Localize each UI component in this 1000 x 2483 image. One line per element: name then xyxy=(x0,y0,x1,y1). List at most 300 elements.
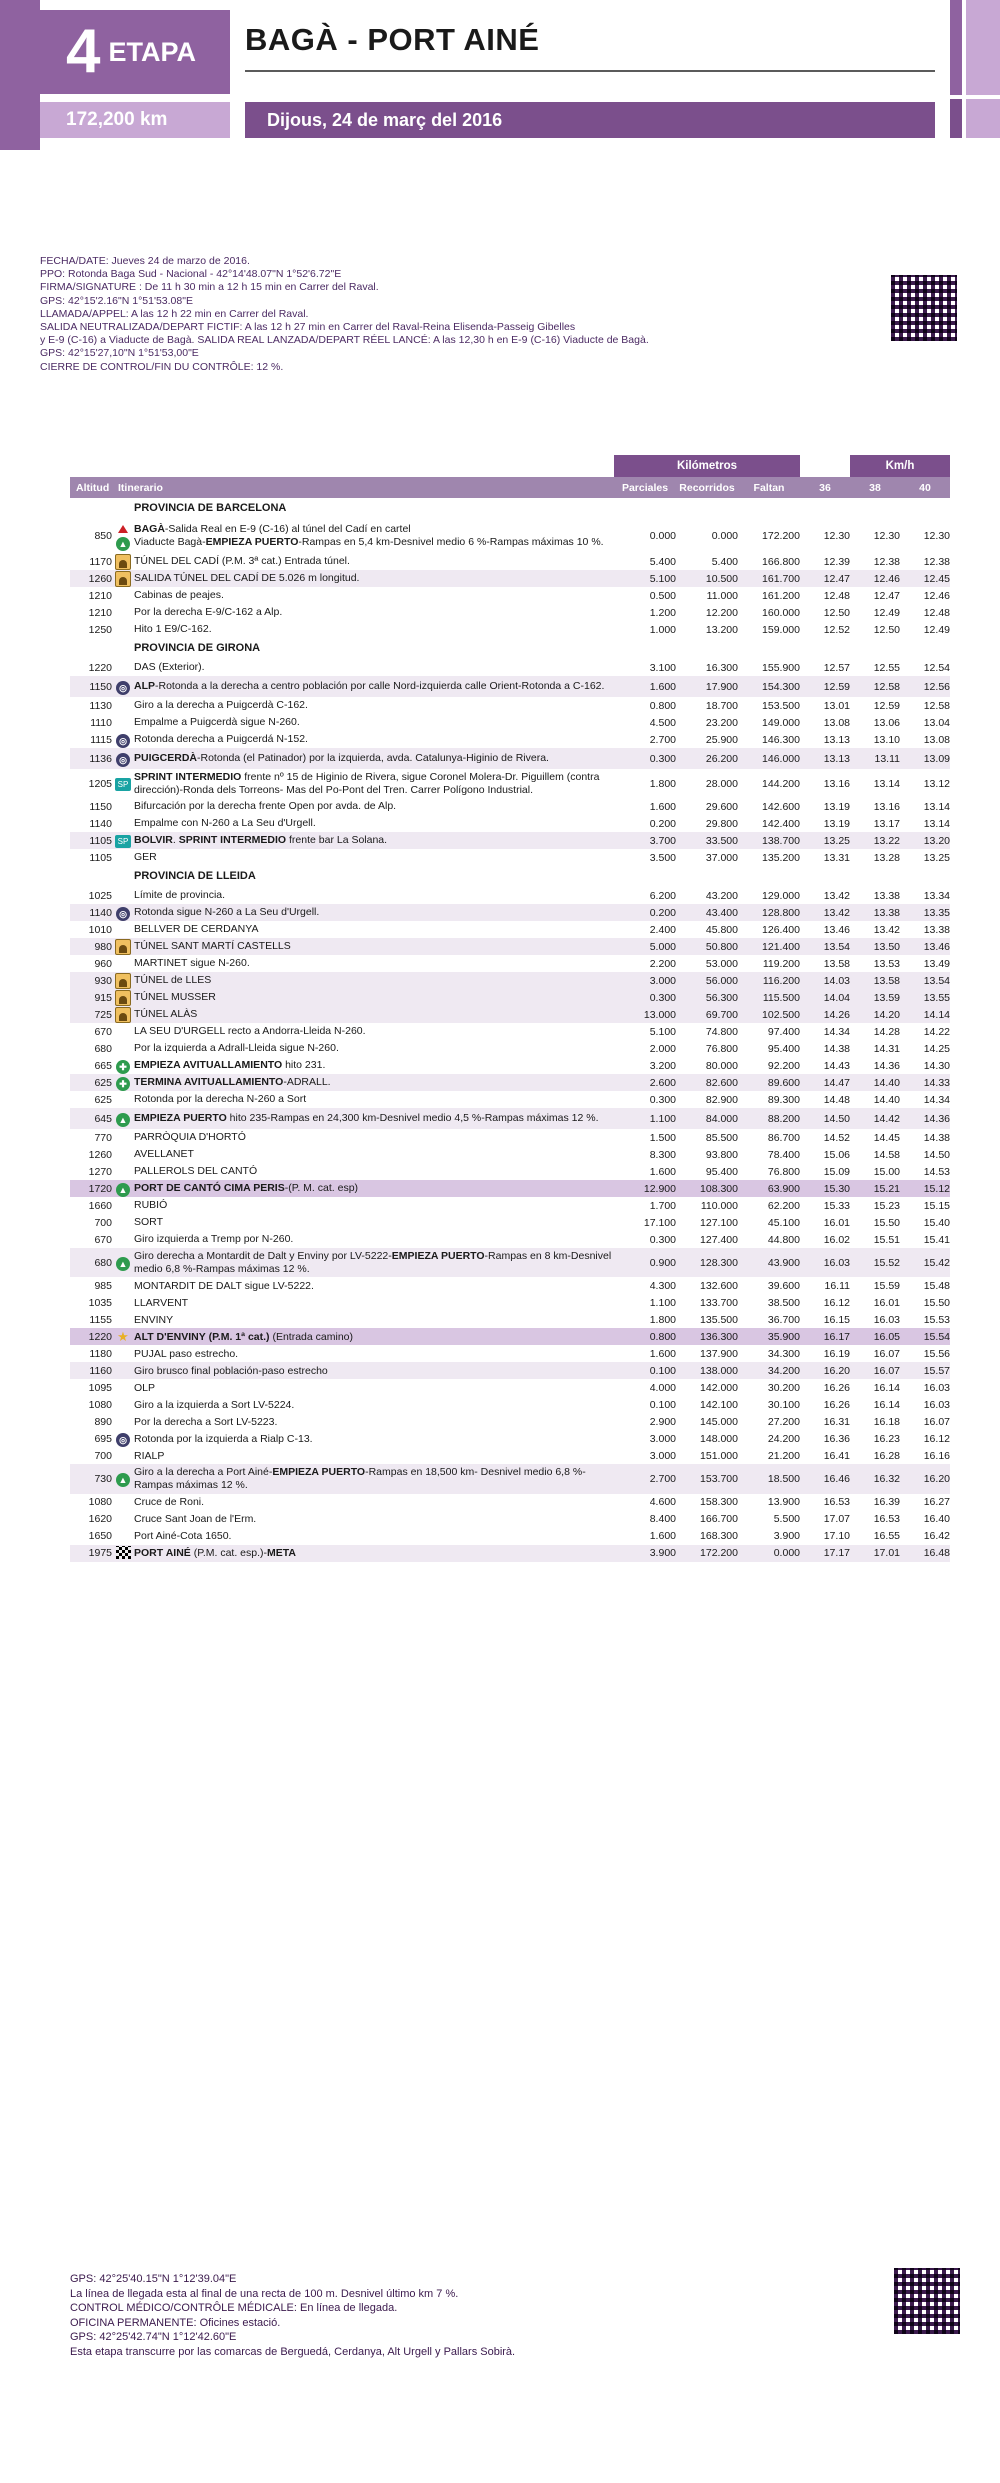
table-row xyxy=(70,1430,950,1447)
cell-parciales: 1.800 xyxy=(649,1313,676,1326)
cell-parciales: 0.900 xyxy=(614,1248,676,1277)
cell-altitude: 915 xyxy=(70,989,112,1006)
roundabout-icon: ◎ xyxy=(116,1433,130,1447)
cell-itinerary: MONTARDIT DE DALT sigue LV-5222. xyxy=(134,1279,314,1292)
cell-icon xyxy=(112,1231,134,1248)
cell-recorridos: 43.200 xyxy=(705,889,738,902)
cell-faltan: 89.600 xyxy=(738,1074,800,1091)
cell-speed-40: 15.12 xyxy=(923,1182,950,1195)
mountain-start-icon: ▲ xyxy=(116,1257,130,1271)
cell-altitude: 1720 xyxy=(88,1182,112,1195)
cell-faltan: 63.900 xyxy=(767,1182,800,1195)
cell-icon xyxy=(112,1379,134,1396)
cell-parciales: 0.200 xyxy=(649,817,676,830)
cell-altitude: 1105 xyxy=(70,832,112,849)
cell-itinerary: ENVINY xyxy=(134,1313,174,1326)
cell-icon xyxy=(112,904,134,921)
cell-speed-36: 13.13 xyxy=(823,733,850,746)
cell-itinerary: Por la derecha a Sort LV-5223. xyxy=(134,1415,278,1428)
cell-speed-38: 16.28 xyxy=(873,1449,900,1462)
cell-speed-36: 16.11 xyxy=(824,1279,850,1292)
cell-faltan: 43.900 xyxy=(738,1248,800,1277)
province-header-row xyxy=(70,498,950,519)
cell-icon xyxy=(112,989,134,1006)
cell-altitude: 1080 xyxy=(88,1398,112,1411)
cell-speed-40: 16.03 xyxy=(923,1381,950,1394)
cell-parciales: 1.600 xyxy=(649,1165,676,1178)
cell-recorridos: 84.000 xyxy=(676,1108,738,1129)
cell-icon xyxy=(112,1163,134,1180)
table-row xyxy=(70,1511,950,1528)
cell-faltan: 159.000 xyxy=(762,623,800,636)
cell-parciales: 1.800 xyxy=(649,777,676,790)
table-row xyxy=(70,769,950,798)
cell-parciales: 1.000 xyxy=(649,623,676,636)
cell-speed-38: 14.58 xyxy=(873,1148,900,1161)
cell-recorridos: 148.000 xyxy=(700,1432,738,1445)
table-row xyxy=(70,815,950,832)
cell-altitude: 695 xyxy=(94,1432,112,1445)
cell-itinerary: PUJAL paso estrecho. xyxy=(134,1347,239,1360)
cell-faltan: 36.700 xyxy=(767,1313,800,1326)
cell-speed-36: 13.19 xyxy=(823,817,850,830)
cell-recorridos: 133.700 xyxy=(700,1296,738,1309)
cell-parciales: 3.100 xyxy=(649,661,676,674)
cell-itinerary: PORT AINÉ (P.M. cat. esp.)-META xyxy=(134,1545,614,1562)
cell-parciales: 5.100 xyxy=(614,570,676,587)
table-row xyxy=(70,1528,950,1545)
cell-speed-36: 13.42 xyxy=(823,889,850,902)
cell-parciales: 0.300 xyxy=(649,1093,676,1106)
stage-info-line: SALIDA NEUTRALIZADA/DEPART FICTIF: A las 12 h 27 min en Carrer del Raval-Reina Elisenda-Passeig Gibelles xyxy=(40,321,576,334)
cell-speed-40: 12.58 xyxy=(923,699,950,712)
cell-speed-40: 16.40 xyxy=(923,1513,950,1526)
cell-speed-36: 14.03 xyxy=(800,972,850,989)
cell-altitude: 1140 xyxy=(70,904,112,921)
cell-recorridos: 33.500 xyxy=(676,832,738,849)
cell-recorridos: 10.500 xyxy=(676,570,738,587)
cell-parciales: 3.000 xyxy=(649,1449,676,1462)
cell-altitude: 1080 xyxy=(88,1496,112,1509)
cell-altitude: 1180 xyxy=(89,1347,112,1360)
cell-itinerary: BAGÀ-Salida Real en E-9 (C-16) al túnel del Cadí en cartel Viaducte Bagà-EMPIEZA PUERTO-Rampas en 5,4 km-Desnivel medio 6 %-Rampas máximas 10 %. xyxy=(134,523,604,548)
cell-itinerary: ALT D'ENVINY (P.M. 1ª cat.) (Entrada camino) xyxy=(134,1330,353,1343)
stage-info-line: PPO: Rotonda Baga Sud - Nacional - 42°14'48.07"N 1°52'6.72"E xyxy=(40,268,342,281)
cell-recorridos: 158.300 xyxy=(700,1496,738,1509)
cell-altitude: 670 xyxy=(94,1025,112,1038)
table-row xyxy=(70,1311,950,1328)
cell-parciales: 4.500 xyxy=(649,716,676,729)
cell-speed-38: 16.01 xyxy=(873,1296,900,1309)
cell-altitude: 730 xyxy=(70,1464,112,1493)
cell-speed-38: 12.55 xyxy=(873,661,900,674)
cell-itinerary: Bifurcación por la derecha frente Open por avda. de Alp. xyxy=(134,800,397,813)
cell-speed-40: 15.15 xyxy=(923,1199,950,1212)
table-row xyxy=(70,1023,950,1040)
roundabout-icon: ◎ xyxy=(116,907,130,921)
cell-itinerary: RIALP xyxy=(134,1449,165,1462)
cell-recorridos: 16.300 xyxy=(705,661,738,674)
cell-recorridos: 142.000 xyxy=(700,1381,738,1394)
cell-speed-40: 15.57 xyxy=(900,1362,950,1379)
table-row xyxy=(70,570,950,587)
cell-altitude: 1115 xyxy=(90,733,112,746)
stage-info-line: y E-9 (C-16) a Viaducte de Bagà. SALIDA REAL LANZADA/DEPART RÉEL LANCÉ: A las 12,30 h en E-9 (C-16) Viaducte de Bagà. xyxy=(40,334,649,347)
cell-speed-40: 12.56 xyxy=(900,676,950,697)
table-row xyxy=(70,1345,950,1362)
stage-footer-line: GPS: 42°25'40.15"N 1°12'39.04"E xyxy=(70,2273,237,2285)
cell-speed-40: 15.42 xyxy=(900,1248,950,1277)
cell-speed-40: 14.36 xyxy=(900,1108,950,1129)
cell-icon xyxy=(112,621,134,638)
stage-info-line: FECHA/DATE: Jueves 24 de marzo de 2016. xyxy=(40,255,250,267)
cell-speed-36: 15.30 xyxy=(823,1182,850,1195)
cell-speed-38: 12.38 xyxy=(873,555,900,568)
cell-itinerary: SPRINT INTERMEDIO frente nº 15 de Higinio de Rivera, sigue Coronel Molera-Dr. Piguillem (contra dirección)-Ronda dels Torreons- Mas del Po-Pont del Tren. Carrer Polígono Industrial. xyxy=(134,771,600,796)
cell-icon xyxy=(112,849,134,866)
cell-speed-38: 16.55 xyxy=(873,1530,900,1543)
cell-speed-40: 16.48 xyxy=(900,1545,950,1562)
cell-faltan: 92.200 xyxy=(767,1059,800,1072)
cell-speed-40: 14.50 xyxy=(923,1148,950,1161)
cell-icon xyxy=(112,1006,134,1023)
cell-parciales: 1.100 xyxy=(614,1108,676,1129)
cell-faltan: 38.500 xyxy=(767,1296,800,1309)
cell-speed-40: 12.54 xyxy=(923,661,950,674)
col-speed-38: 38 xyxy=(850,477,900,498)
cell-icon xyxy=(112,1511,134,1528)
cell-speed-40: 14.14 xyxy=(900,1006,950,1023)
cell-recorridos: 17.900 xyxy=(676,676,738,697)
cell-recorridos: 18.700 xyxy=(705,699,738,712)
table-row xyxy=(70,989,950,1006)
cell-itinerary: Giro a la izquierda a Sort LV-5224. xyxy=(134,1398,295,1411)
cell-speed-40: 16.20 xyxy=(900,1464,950,1493)
cell-speed-36: 16.36 xyxy=(823,1432,850,1445)
table-row xyxy=(70,1294,950,1311)
cell-faltan: 138.700 xyxy=(738,832,800,849)
cell-speed-40: 13.20 xyxy=(900,832,950,849)
cell-itinerary: Giro brusco final población-paso estrecho xyxy=(134,1362,614,1379)
table-row xyxy=(70,553,950,570)
cell-speed-38: 13.06 xyxy=(873,716,900,729)
table-row xyxy=(70,1129,950,1146)
cell-faltan: 62.200 xyxy=(767,1199,800,1212)
cell-icon xyxy=(112,1040,134,1057)
table-row xyxy=(70,1180,950,1197)
cell-speed-36: 12.39 xyxy=(823,555,850,568)
cell-faltan: 44.800 xyxy=(767,1233,800,1246)
cell-faltan: 144.200 xyxy=(762,777,800,790)
cell-icon xyxy=(112,887,134,904)
cell-speed-38: 13.14 xyxy=(873,777,900,790)
cell-speed-36: 16.15 xyxy=(823,1313,850,1326)
cell-itinerary: Rotonda por la izquierda a Rialp C-13. xyxy=(134,1432,313,1445)
cell-icon xyxy=(112,1023,134,1040)
cell-icon xyxy=(112,676,134,697)
cell-altitude: 670 xyxy=(94,1233,112,1246)
cell-itinerary: Hito 1 E9/C-162. xyxy=(134,623,212,636)
cell-recorridos: 23.200 xyxy=(705,716,738,729)
cell-altitude: 680 xyxy=(94,1042,112,1055)
province-blank xyxy=(70,866,112,887)
cell-itinerary: Cabinas de peajes. xyxy=(134,589,224,602)
cell-speed-40: 16.12 xyxy=(923,1432,950,1445)
cell-speed-40: 12.49 xyxy=(923,623,950,636)
tunnel-icon xyxy=(115,939,131,955)
cell-altitude: 1150 xyxy=(70,676,112,697)
cell-speed-36: 14.52 xyxy=(823,1131,850,1144)
cell-faltan: 155.900 xyxy=(762,661,800,674)
cell-faltan: 129.000 xyxy=(762,889,800,902)
cell-icon xyxy=(112,1362,134,1379)
cell-recorridos: 93.800 xyxy=(705,1148,738,1161)
cell-speed-38: 13.17 xyxy=(873,817,900,830)
cell-speed-36: 15.06 xyxy=(823,1148,850,1161)
cell-itinerary: PORT DE CANTÓ CIMA PERIS-(P. M. cat. esp) xyxy=(134,1182,359,1195)
group-sep xyxy=(800,455,850,477)
table-row xyxy=(70,1379,950,1396)
cell-icon xyxy=(112,1311,134,1328)
cell-parciales: 2.600 xyxy=(614,1074,676,1091)
cell-speed-36: 13.54 xyxy=(800,938,850,955)
cell-speed-38: 16.05 xyxy=(873,1330,900,1343)
cell-parciales: 3.700 xyxy=(614,832,676,849)
cell-speed-38: 15.00 xyxy=(873,1165,900,1178)
table-row xyxy=(70,832,950,849)
cell-faltan: 27.200 xyxy=(767,1415,800,1428)
cell-altitude: 1095 xyxy=(88,1381,112,1394)
cell-altitude: 1260 xyxy=(70,570,112,587)
table-row xyxy=(70,849,950,866)
cell-icon xyxy=(112,955,134,972)
cell-parciales: 0.800 xyxy=(649,699,676,712)
header-decoration-left xyxy=(0,0,40,150)
cell-recorridos: 136.300 xyxy=(700,1330,738,1343)
cell-parciales: 3.200 xyxy=(649,1059,676,1072)
cell-itinerary: GER xyxy=(134,851,157,864)
cell-speed-36: 17.10 xyxy=(823,1530,850,1543)
cell-speed-36: 13.01 xyxy=(823,699,850,712)
cell-faltan: 119.200 xyxy=(762,957,800,970)
cell-icon xyxy=(112,1528,134,1545)
table-row xyxy=(70,1091,950,1108)
col-parciales: Parciales xyxy=(614,477,676,498)
province-icon-cell xyxy=(112,866,134,887)
cell-recorridos: 85.500 xyxy=(705,1131,738,1144)
cell-altitude: 680 xyxy=(70,1248,112,1277)
cell-recorridos: 127.400 xyxy=(700,1233,738,1246)
cell-recorridos: 127.100 xyxy=(700,1216,738,1229)
cell-recorridos: 95.400 xyxy=(705,1165,738,1178)
cell-speed-38: 15.23 xyxy=(873,1199,900,1212)
cell-speed-36: 14.04 xyxy=(800,989,850,1006)
cell-speed-40: 15.50 xyxy=(923,1296,950,1309)
cell-recorridos: 0.000 xyxy=(711,530,738,542)
cell-faltan: 153.500 xyxy=(762,699,800,712)
cell-itinerary: Por la izquierda a Adrall-Lleida sigue N-260. xyxy=(134,1042,339,1055)
cell-itinerary: Por la derecha E-9/C-162 a Alp. xyxy=(134,606,283,619)
cell-speed-36: 13.13 xyxy=(800,748,850,769)
cell-altitude: 980 xyxy=(70,938,112,955)
table-row xyxy=(70,1146,950,1163)
cell-speed-36: 13.19 xyxy=(823,800,850,813)
cell-speed-40: 15.40 xyxy=(923,1216,950,1229)
table-row xyxy=(70,1447,950,1464)
table-row xyxy=(70,1214,950,1231)
cell-speed-38: 13.53 xyxy=(873,957,900,970)
cell-speed-40: 15.53 xyxy=(923,1313,950,1326)
cell-speed-40: 14.22 xyxy=(923,1025,950,1038)
group-header-kilometros: Kilómetros xyxy=(614,455,800,477)
table-row xyxy=(70,1248,950,1277)
cell-altitude: 1220 xyxy=(88,1330,112,1343)
cell-speed-38: 13.59 xyxy=(850,989,900,1006)
table-row xyxy=(70,1231,950,1248)
cell-altitude: 1150 xyxy=(89,800,112,813)
cell-altitude: 1130 xyxy=(89,699,112,712)
cell-itinerary: EMPIEZA PUERTO hito 235-Rampas en 24,300 km-Desnivel medio 4,5 %-Rampas máximas 12 %. xyxy=(134,1108,614,1129)
cell-icon xyxy=(112,1057,134,1074)
cell-recorridos: 138.000 xyxy=(676,1362,738,1379)
table-row xyxy=(70,714,950,731)
cell-parciales: 0.300 xyxy=(649,1233,676,1246)
cell-faltan: 95.400 xyxy=(767,1042,800,1055)
cell-speed-38: 14.40 xyxy=(873,1093,900,1106)
cell-altitude: 985 xyxy=(94,1279,112,1292)
mountain-start-icon: ▲ xyxy=(116,1183,130,1197)
table-row xyxy=(70,697,950,714)
cell-parciales: 1.100 xyxy=(649,1296,676,1309)
cell-itinerary: PALLEROLS DEL CANTÓ xyxy=(134,1165,258,1178)
cell-altitude: 1210 xyxy=(88,606,112,619)
cell-recorridos: 43.400 xyxy=(676,904,738,921)
cell-recorridos: 128.300 xyxy=(676,1248,738,1277)
cell-faltan: 30.200 xyxy=(767,1381,800,1394)
tunnel-icon xyxy=(115,973,131,989)
cell-recorridos: 11.000 xyxy=(706,589,738,602)
cell-parciales: 1.600 xyxy=(649,800,676,813)
cell-itinerary: Empalme con N-260 a La Seu d'Urgell. xyxy=(134,817,316,830)
cell-speed-40: 13.34 xyxy=(923,889,950,902)
cell-speed-40: 14.34 xyxy=(923,1093,950,1106)
cell-icon xyxy=(112,1464,134,1493)
cell-speed-38: 12.47 xyxy=(873,589,900,602)
cell-parciales: 6.200 xyxy=(649,889,676,902)
cell-parciales: 0.000 xyxy=(649,530,676,542)
cell-recorridos: 151.000 xyxy=(700,1449,738,1462)
cell-faltan: 39.600 xyxy=(767,1279,800,1292)
table-row xyxy=(70,887,950,904)
mountain-start-icon: ▲ xyxy=(116,537,130,551)
cell-speed-38: 12.58 xyxy=(850,676,900,697)
table-row xyxy=(70,1074,950,1091)
cell-faltan: 86.700 xyxy=(767,1131,800,1144)
cell-icon xyxy=(112,1277,134,1294)
cell-altitude: 1105 xyxy=(89,851,112,864)
cell-faltan: 172.200 xyxy=(762,530,800,542)
cell-speed-36: 12.50 xyxy=(823,606,850,619)
cell-itinerary: Empalme a Puigcerdà sigue N-260. xyxy=(134,716,300,729)
cell-speed-40: 13.38 xyxy=(923,923,950,936)
table-row xyxy=(70,938,950,955)
cell-faltan: 34.300 xyxy=(767,1347,800,1360)
stage-info-line: GPS: 42°15'2.16"N 1°51'53.08"E xyxy=(40,294,193,307)
cell-speed-40: 15.48 xyxy=(923,1279,950,1292)
cell-speed-38: 15.21 xyxy=(873,1182,900,1195)
cell-parciales: 1.500 xyxy=(649,1131,676,1144)
cell-speed-36: 12.30 xyxy=(823,530,850,542)
cell-speed-38: 12.30 xyxy=(873,530,900,542)
stage-footer-block xyxy=(70,2272,830,2359)
cell-faltan: 35.900 xyxy=(767,1330,800,1343)
header-decoration-right-4 xyxy=(966,99,1000,138)
cell-speed-36: 14.48 xyxy=(823,1093,850,1106)
cell-faltan: 126.400 xyxy=(762,923,800,936)
cell-speed-40: 14.38 xyxy=(923,1131,950,1144)
cell-recorridos: 69.700 xyxy=(676,1006,738,1023)
table-row xyxy=(70,972,950,989)
cell-parciales: 12.900 xyxy=(643,1182,676,1195)
cell-altitude: 725 xyxy=(70,1006,112,1023)
table-row xyxy=(70,1494,950,1511)
cell-speed-40: 12.48 xyxy=(923,606,950,619)
province-label: PROVINCIA DE GIRONA xyxy=(134,642,261,655)
cell-recorridos: 142.100 xyxy=(700,1398,738,1411)
cell-faltan: 0.000 xyxy=(738,1545,800,1562)
cell-parciales: 1.700 xyxy=(649,1199,676,1212)
table-row xyxy=(70,1277,950,1294)
tunnel-icon xyxy=(115,554,131,570)
cell-itinerary: OLP xyxy=(134,1381,156,1394)
cell-icon xyxy=(112,659,134,676)
cell-altitude: 625 xyxy=(70,1074,112,1091)
cell-altitude: 665 xyxy=(94,1059,112,1072)
itinerary-table xyxy=(70,455,950,1562)
cell-speed-38: 13.11 xyxy=(850,748,900,769)
col-itinerario: Itinerario xyxy=(112,477,614,498)
cell-faltan: 160.000 xyxy=(762,606,800,619)
province-label: PROVINCIA DE BARCELONA xyxy=(134,502,287,515)
cell-icon xyxy=(112,832,134,849)
cell-speed-40: 13.46 xyxy=(900,938,950,955)
table-row xyxy=(70,1057,950,1074)
cell-recorridos: 13.200 xyxy=(705,623,738,636)
cell-icon xyxy=(112,1129,134,1146)
stage-footer-line: La línea de llegada esta al final de una recta de 100 m. Desnivel último km 7 %. xyxy=(70,2287,459,2300)
cell-speed-38: 15.50 xyxy=(873,1216,900,1229)
cell-speed-38: 14.36 xyxy=(873,1059,900,1072)
cell-speed-40: 12.45 xyxy=(900,570,950,587)
cell-speed-40: 13.14 xyxy=(923,800,950,813)
cell-altitude: 1650 xyxy=(88,1530,112,1543)
cell-speed-38: 13.38 xyxy=(873,889,900,902)
cell-icon xyxy=(112,553,134,570)
cell-faltan: 102.500 xyxy=(738,1006,800,1023)
cell-parciales: 2.700 xyxy=(649,733,676,746)
stage-footer-line: GPS: 42°25'42.74"N 1°12'42.60"E xyxy=(70,2331,237,2343)
cell-speed-36: 16.17 xyxy=(823,1330,850,1343)
cell-speed-36: 13.25 xyxy=(800,832,850,849)
cell-icon xyxy=(112,604,134,621)
cell-icon xyxy=(112,1180,134,1197)
cell-altitude: 1660 xyxy=(88,1199,112,1212)
cell-altitude: 700 xyxy=(94,1449,112,1462)
cell-altitude: 1155 xyxy=(89,1313,112,1326)
cell-parciales: 4.000 xyxy=(649,1381,676,1394)
cell-icon xyxy=(112,519,134,553)
cell-altitude: 850 xyxy=(94,530,112,542)
